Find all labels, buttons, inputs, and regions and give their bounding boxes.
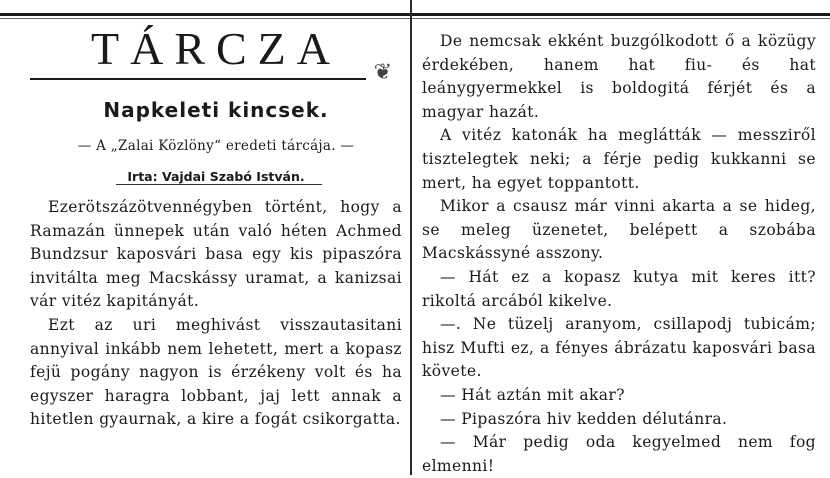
right-body-text — [422, 30, 816, 478]
paragraph: — Hát ez a kopasz kutya mit keres itt? rikoltá arcából kikelve. — [422, 267, 816, 310]
paragraph: Ezt az uri meghivást visszautasitani annyival inkább nem lehetett, mert a kopasz fejü pogány nagyon is érzékeny volt és ha egyszer haragra lobbant, jaj lett annak a hitetlen gyaurnak, a kire a fogát csikorgatta. — [30, 315, 402, 429]
top-rule — [0, 13, 830, 16]
right-column — [422, 30, 816, 478]
paragraph: Mikor a csausz már vinni akarta a se hideg, se meleg üzenetet, belépett a szobába Macskássyné asszony. — [422, 197, 816, 263]
left-column — [30, 22, 402, 432]
column-divider — [410, 0, 412, 475]
paragraph: Ezerötszázötvennégyben történt, hogy a Ramazán ünnepek után való héten Achmed Bundzsur kaposvári basa egy kis pipaszóra invitálta meg Macskássy uramat, a kanizsai vár vitéz kapitányát. — [30, 198, 402, 311]
paragraph: De nemcsak ekként buzgólkodott ő a közügy érdekében, hanem hat fiu- és hat leánygyermekkel is boldogitá férjét és a magyar hazát. — [422, 32, 816, 121]
section-heading: TÁRCZA — [91, 23, 341, 74]
article-byline: Irta: Vajdai Szabó István. — [127, 169, 305, 184]
article-subtitle: — A „Zalai Közlöny“ eredeti tárcája. — — [77, 138, 355, 154]
paragraph: A vitéz katonák ha meglátták — messziről tisztelegtek neki; a férje pedig kukkanni se mert, ha egyet toppantott. — [422, 126, 816, 192]
byline-rule — [116, 184, 322, 185]
ornament-icon: ❦ — [373, 60, 392, 85]
left-body-text — [30, 196, 402, 432]
paragraph: —. Ne tüzelj aranyom, csillapodj tubicám; hisz Mufti ez, a fényes ábrázatu kaposvári basa követe. — [422, 315, 816, 381]
paragraph: — Hát aztán mit akar? — [440, 385, 625, 404]
top-rule-thin — [0, 18, 830, 19]
paragraph: — Már pedig oda kegyelmed nem fog elmenni! — [422, 433, 816, 475]
article-title: Napkeleti kincsek. — [103, 98, 329, 122]
heading-rule — [30, 78, 366, 80]
paragraph: — Pipaszóra hiv kedden délutánra. — [440, 409, 728, 428]
